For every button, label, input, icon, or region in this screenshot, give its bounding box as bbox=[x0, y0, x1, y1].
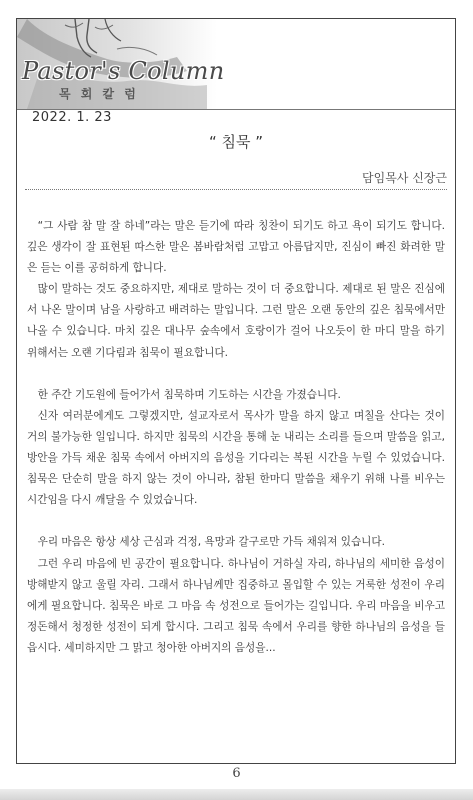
paragraph: 그런 우리 마음에 빈 공간이 필요합니다. 하나님이 거하실 자리, 하나님의 세미한 음성이 방해받지 않고 울릴 자리. 그래서 하나님께만 집중하고 몰입할 수 있는 거룩한 성전이 우리에게 필요합니다. 침묵은 바로 그 마음 속 성전으로 들어가는 길입니다. 우리 마음을 비우고 정돈해서 청정한 성전이 되게 합시다. 그리고 침묵 속에서 우리를 향한 하나님의 음성을 들읍시다. 세미하지만 그 맑고 청아한 아버지의 음성을... bbox=[27, 557, 445, 654]
column-title-heading: “ 침묵 ” bbox=[208, 133, 264, 151]
paragraph: 한 주간 기도원에 들어가서 침묵하며 기도하는 시간을 가졌습니다. bbox=[37, 388, 341, 401]
bottom-bar bbox=[0, 789, 473, 800]
paragraph: 우리 마음은 항상 세상 근심과 걱정, 욕망과 갈구로만 가득 채워져 있습니다. bbox=[37, 536, 386, 549]
author-byline: 담임목사 신장근 bbox=[362, 171, 447, 185]
column-header bbox=[17, 19, 455, 110]
column-date: 2022. 1. 23 bbox=[32, 110, 112, 125]
column-title: Pastor's Column bbox=[22, 57, 225, 85]
column-frame bbox=[16, 18, 456, 764]
page-number: 6 bbox=[232, 766, 241, 781]
column-subtitle: 목 회 칼 럼 bbox=[59, 87, 139, 101]
dotted-divider bbox=[25, 189, 447, 190]
paragraph: 신자 여러분에게도 그렇겠지만, 설교자로서 목사가 말을 하지 않고 며칠을 산다는 것이 거의 불가능한 일입니다. 하지만 침묵의 시간을 통해 눈 내리는 소리를 들으며 말씀을 읽고, 방안을 가득 채운 침묵 속에서 아버지의 음성을 기다리는 복된 시간을 누릴 수 있었습니다. 침묵은 단순히 말을 하지 않는 것이 아니라, 참된 한마디 말씀을 채우기 위해 나를 비우는 시간임을 다시 깨달을 수 있었습니다. bbox=[27, 409, 445, 507]
paragraph: 많이 말하는 것도 중요하지만, 제대로 말하는 것이 더 중요합니다. 제대로 된 말은 진심에서 나온 말이며 남을 사랑하고 배려하는 말입니다. 그런 말은 오랜 동안의 깊은 침묵에서만 나올 수 있습니다. 마치 깊은 대나무 숲속에서 호랑이가 걸어 나오듯이 한 마디 말을 하기 위해서는 오랜 기다림과 침묵이 필요합니다. bbox=[27, 283, 445, 359]
paragraph: “그 사람 참 말 잘 하네”라는 말은 듣기에 따라 칭찬이 되기도 하고 욕이 되기도 합니다. 깊은 생각이 잘 표현된 따스한 말은 봄바람처럼 고맙고 아름답지만, 진심이 빠진 화려한 말은 듣는 이를 공허하게 합니다. bbox=[27, 220, 445, 275]
column-body bbox=[27, 216, 445, 659]
